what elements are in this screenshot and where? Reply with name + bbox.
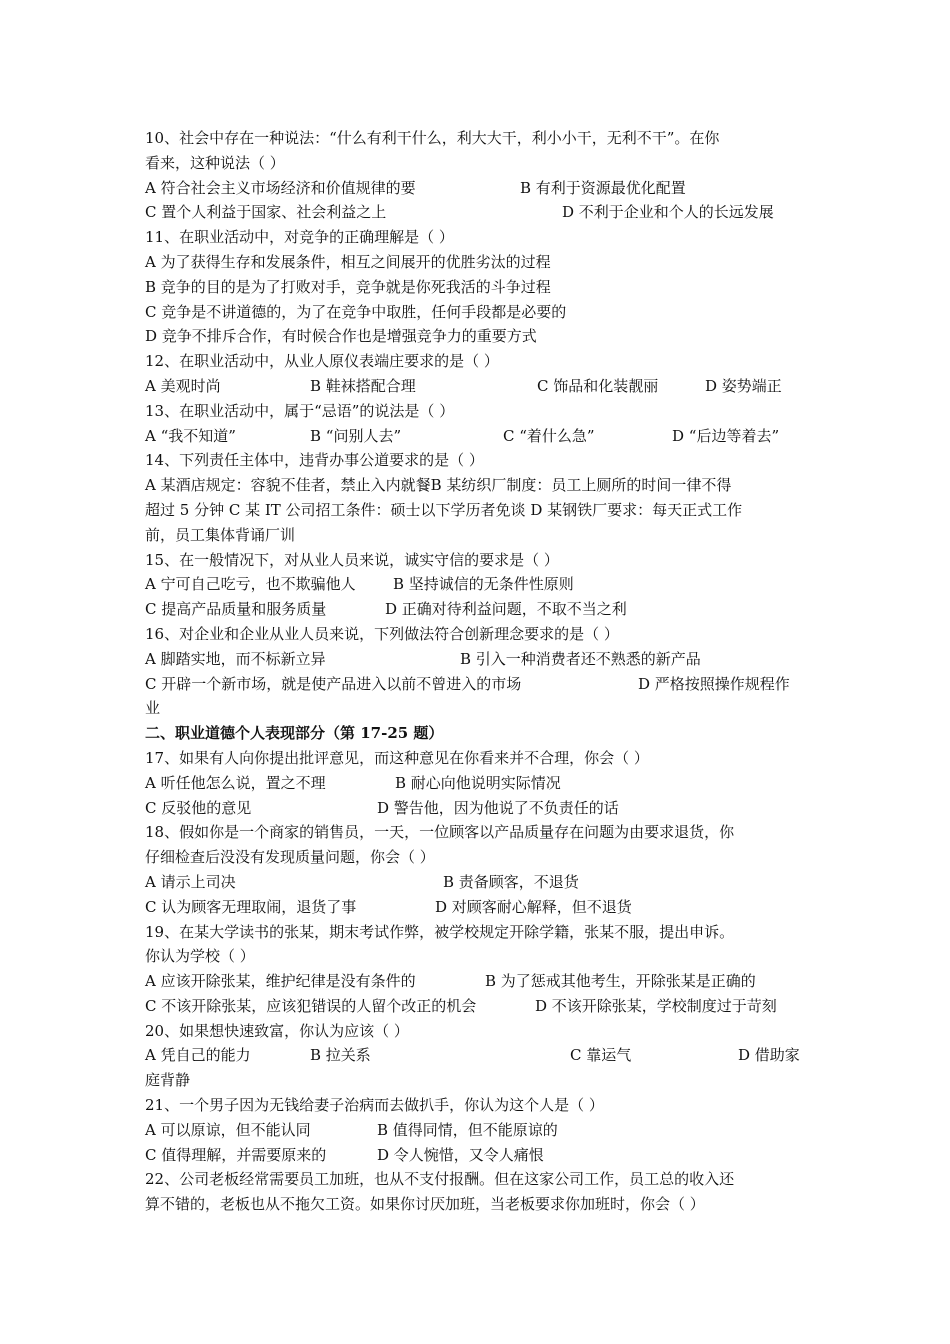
question-16-option-d-continued	[145, 696, 815, 721]
question-22-stem-line2	[145, 1192, 815, 1217]
question-20-option-d: D 借助家	[738, 1046, 800, 1065]
question-16-option-d-continued-text: 业	[145, 699, 161, 718]
question-20-option-b: B 拉关系	[310, 1046, 371, 1065]
question-15-options-cd	[145, 597, 815, 622]
question-10-option-a: A 符合社会主义市场经济和价值规律的要	[145, 178, 416, 197]
question-10-option-b: B 有利于资源最优化配置	[520, 178, 686, 197]
question-18-stem-text: 18、假如你是一个商家的销售员，一天，一位顾客以产品质量存在问题为由要求退货，你	[145, 823, 735, 842]
question-16-option-d: D 严格按照操作规程作	[638, 674, 790, 693]
question-10-stem-line1	[145, 126, 815, 151]
question-10-stem-line2	[145, 151, 815, 176]
question-14-options-text-2: 超过 5 分钟 C 某 IT 公司招工条件：硕士以下学历者免谈 D 某钢铁厂要求：每天正式工作	[145, 500, 743, 519]
question-10-options-cd	[145, 200, 815, 225]
question-18-stem-text-2: 仔细检查后没没有发现质量问题，你会（ ）	[145, 848, 435, 867]
question-21-stem	[145, 1093, 815, 1118]
question-11-option-c	[145, 300, 815, 325]
question-15-option-d: D 正确对待利益问题，不取不当之利	[385, 600, 627, 619]
question-19-option-b: B 为了惩戒其他考生，开除张某是正确的	[485, 972, 756, 991]
question-17-option-c: C 反驳他的意见	[145, 798, 252, 817]
question-12-stem-text: 12、在职业活动中，从业人原仪表端庄要求的是（ ）	[145, 352, 499, 371]
question-11-stem-text: 11、在职业活动中，对竞争的正确理解是（ ）	[145, 228, 454, 247]
question-10-option-c: C 置个人利益于国家、社会利益之上	[145, 203, 387, 222]
question-22-stem-text: 22、公司老板经常需要员工加班，也从不支付报酬。但在这家公司工作，员工总的收入还	[145, 1170, 735, 1189]
question-19-stem-line1	[145, 920, 815, 945]
question-10-stem-text: 10、社会中存在一种说法：“什么有利干什么，利大大干，利小小干，无利不干”。在你	[145, 129, 720, 147]
question-13-options	[145, 424, 815, 449]
question-20-option-a: A 凭自己的能力	[145, 1046, 251, 1065]
question-18-option-b: B 责备顾客，不退货	[443, 872, 579, 891]
question-19-option-c: C 不该开除张某，应该犯错误的人留个改正的机会	[145, 996, 477, 1015]
section-2-heading-text: 二、职业道德个人表现部分（第 17-25 题）	[145, 724, 444, 743]
question-21-options-cd	[145, 1143, 815, 1168]
question-16-stem-text: 16、对企业和企业从业人员来说，下列做法符合创新理念要求的是（ ）	[145, 624, 619, 643]
question-19-option-d: D 不该开除张某，学校制度过于苛刻	[535, 996, 777, 1015]
question-19-stem-text-2: 你认为学校（ ）	[145, 947, 255, 966]
question-21-option-b: B 值得同情，但不能原谅的	[377, 1120, 558, 1139]
question-21-options-ab	[145, 1118, 815, 1143]
question-12-options	[145, 374, 815, 399]
question-15-option-a: A 宁可自己吃亏，也不欺骗他人	[145, 575, 356, 594]
question-11-option-b-text: B 竞争的目的是为了打败对手，竞争就是你死我活的斗争过程	[145, 277, 551, 296]
question-20-stem	[145, 1019, 815, 1044]
question-15-stem	[145, 548, 815, 573]
question-18-options-cd	[145, 895, 815, 920]
question-13-option-c: C “着什么急”	[503, 426, 595, 445]
question-20-options	[145, 1043, 815, 1068]
question-14-options-text-1: A 某酒店规定：容貌不佳者，禁止入内就餐B 某纺织厂制度：员工上厕所的时间一律不得	[145, 476, 732, 495]
question-10-stem-text-2: 看来，这种说法（ ）	[145, 153, 285, 172]
question-15-options-ab	[145, 572, 815, 597]
question-15-option-c: C 提高产品质量和服务质量	[145, 600, 327, 619]
question-13-option-b: B “问别人去”	[310, 426, 402, 445]
question-19-option-a: A 应该开除张某，维护纪律是没有条件的	[145, 972, 416, 991]
question-19-options-ab	[145, 969, 815, 994]
question-18-stem-line1	[145, 820, 815, 845]
question-10-options-ab	[145, 176, 815, 201]
question-13-stem-text: 13、在职业活动中，属于“忌语”的说法是（ ）	[145, 401, 455, 420]
question-14-options-line3	[145, 523, 815, 548]
question-18-stem-line2	[145, 845, 815, 870]
question-21-option-d: D 令人惋惜，又令人痛恨	[377, 1145, 544, 1164]
question-12-option-d: D 姿势端正	[705, 376, 782, 395]
question-16-options-ab	[145, 647, 815, 672]
question-13-option-d: D “后边等着去”	[672, 426, 780, 445]
question-14-options-line1	[145, 473, 815, 498]
question-20-option-c: C 靠运气	[570, 1046, 632, 1065]
question-16-stem	[145, 622, 815, 647]
question-17-options-ab	[145, 771, 815, 796]
question-17-stem	[145, 746, 815, 771]
document-page	[145, 126, 815, 1217]
question-13-option-a: A “我不知道”	[145, 426, 236, 445]
question-12-option-c: C 饰品和化装靓丽	[537, 376, 659, 395]
question-14-stem	[145, 448, 815, 473]
question-18-option-c: C 认为顾客无理取闹，退货了事	[145, 897, 357, 916]
question-11-option-c-text: C 竞争是不讲道德的，为了在竞争中取胜，任何手段都是必要的	[145, 302, 567, 321]
question-15-option-b: B 坚持诚信的无条件性原则	[393, 575, 574, 594]
question-18-option-a: A 请示上司决	[145, 872, 236, 891]
question-12-option-b: B 鞋袜搭配合理	[310, 376, 416, 395]
question-19-stem-line2	[145, 944, 815, 969]
question-16-option-c: C 开辟一个新市场，就是使产品进入以前不曾进入的市场	[145, 674, 522, 693]
question-19-options-cd	[145, 994, 815, 1019]
section-2-heading	[145, 721, 815, 746]
question-17-option-b: B 耐心向他说明实际情况	[395, 773, 561, 792]
question-22-stem-line1	[145, 1167, 815, 1192]
question-12-stem	[145, 349, 815, 374]
question-16-options-cd	[145, 672, 815, 697]
question-12-option-a: A 美观时尚	[145, 376, 221, 395]
question-20-option-d-continued-text: 庭背静	[145, 1071, 191, 1090]
question-11-stem	[145, 225, 815, 250]
question-21-option-a: A 可以原谅，但不能认同	[145, 1120, 311, 1139]
question-11-option-a	[145, 250, 815, 275]
question-20-option-d-continued	[145, 1068, 815, 1093]
question-19-stem-text: 19、在某大学读书的张某，期末考试作弊，被学校规定开除学籍，张某不服，提出申诉。	[145, 922, 735, 941]
question-17-option-d: D 警告他，因为他说了不负责任的话	[377, 798, 619, 817]
question-11-option-d-text: D 竞争不排斥合作，有时候合作也是增强竞争力的重要方式	[145, 327, 537, 346]
question-10-option-d: D 不利于企业和个人的长远发展	[562, 203, 774, 222]
question-15-stem-text: 15、在一般情况下，对从业人员来说，诚实守信的要求是（ ）	[145, 550, 559, 569]
question-17-options-cd	[145, 796, 815, 821]
question-16-option-a: A 脚踏实地，而不标新立异	[145, 649, 326, 668]
question-17-option-a: A 听任他怎么说，置之不理	[145, 773, 326, 792]
question-13-stem	[145, 399, 815, 424]
question-21-option-c: C 值得理解，并需要原来的	[145, 1145, 327, 1164]
question-16-option-b: B 引入一种消费者还不熟悉的新产品	[460, 649, 701, 668]
question-20-stem-text: 20、如果想快速致富，你认为应该（ ）	[145, 1021, 409, 1040]
question-14-stem-text: 14、下列责任主体中，违背办事公道要求的是（ ）	[145, 451, 484, 470]
question-14-options-text-3: 前，员工集体背诵厂训	[145, 525, 296, 544]
question-11-option-a-text: A 为了获得生存和发展条件，相互之间展开的优胜劣汰的过程	[145, 252, 551, 271]
question-18-option-d: D 对顾客耐心解释，但不退货	[435, 897, 632, 916]
question-18-options-ab	[145, 870, 815, 895]
question-21-stem-text: 21、一个男子因为无钱给妻子治病而去做扒手，你认为这个人是（ ）	[145, 1096, 604, 1115]
question-11-option-d	[145, 324, 815, 349]
question-11-option-b	[145, 275, 815, 300]
question-17-stem-text: 17、如果有人向你提出批评意见，而这种意见在你看来并不合理，你会（ ）	[145, 748, 649, 767]
question-22-stem-text-2: 算不错的，老板也从不拖欠工资。如果你讨厌加班，当老板要求你加班时，你会（ ）	[145, 1195, 705, 1214]
question-14-options-line2	[145, 498, 815, 523]
